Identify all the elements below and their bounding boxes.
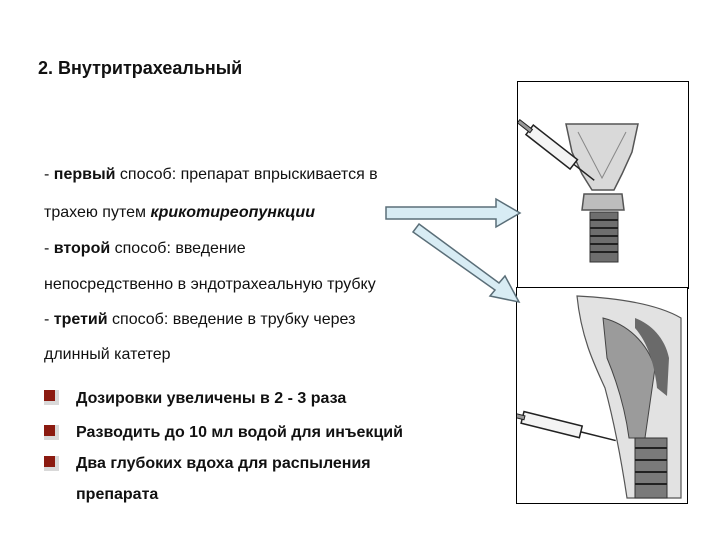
bullet-dilution: Разводить до 10 мл водой для инъекций (76, 424, 403, 441)
method-2-line-2: непосредственно в эндотрахеальную трубку (44, 276, 376, 293)
page-title: 2. Внутритрахеальный (38, 58, 243, 78)
bullet-dosage: Дозировки увеличены в 2 - 3 раза (76, 390, 347, 407)
bullet-breaths-continued: препарата (76, 486, 159, 503)
method-3-line-2: длинный катетер (44, 346, 171, 363)
method-2-line-1: - второй способ: введение (44, 240, 246, 257)
method-3-ordinal: третий (53, 311, 108, 328)
method-1-line-2: трахею путем крикотиреопункции (44, 204, 315, 221)
method-2-ordinal: второй (53, 240, 111, 257)
block-arrow-icon (386, 199, 520, 227)
method-1-technique: крикотиреопункции (150, 204, 315, 221)
method-1-line-1: - первый способ: препарат впрыскивается в (44, 166, 378, 183)
block-arrow-icon (413, 224, 519, 302)
method-1-ordinal: первый (53, 166, 116, 183)
method-3-line-1: - третий способ: введение в трубку через (44, 311, 356, 328)
bullet-breaths: Два глубоких вдоха для распыления (76, 455, 371, 472)
